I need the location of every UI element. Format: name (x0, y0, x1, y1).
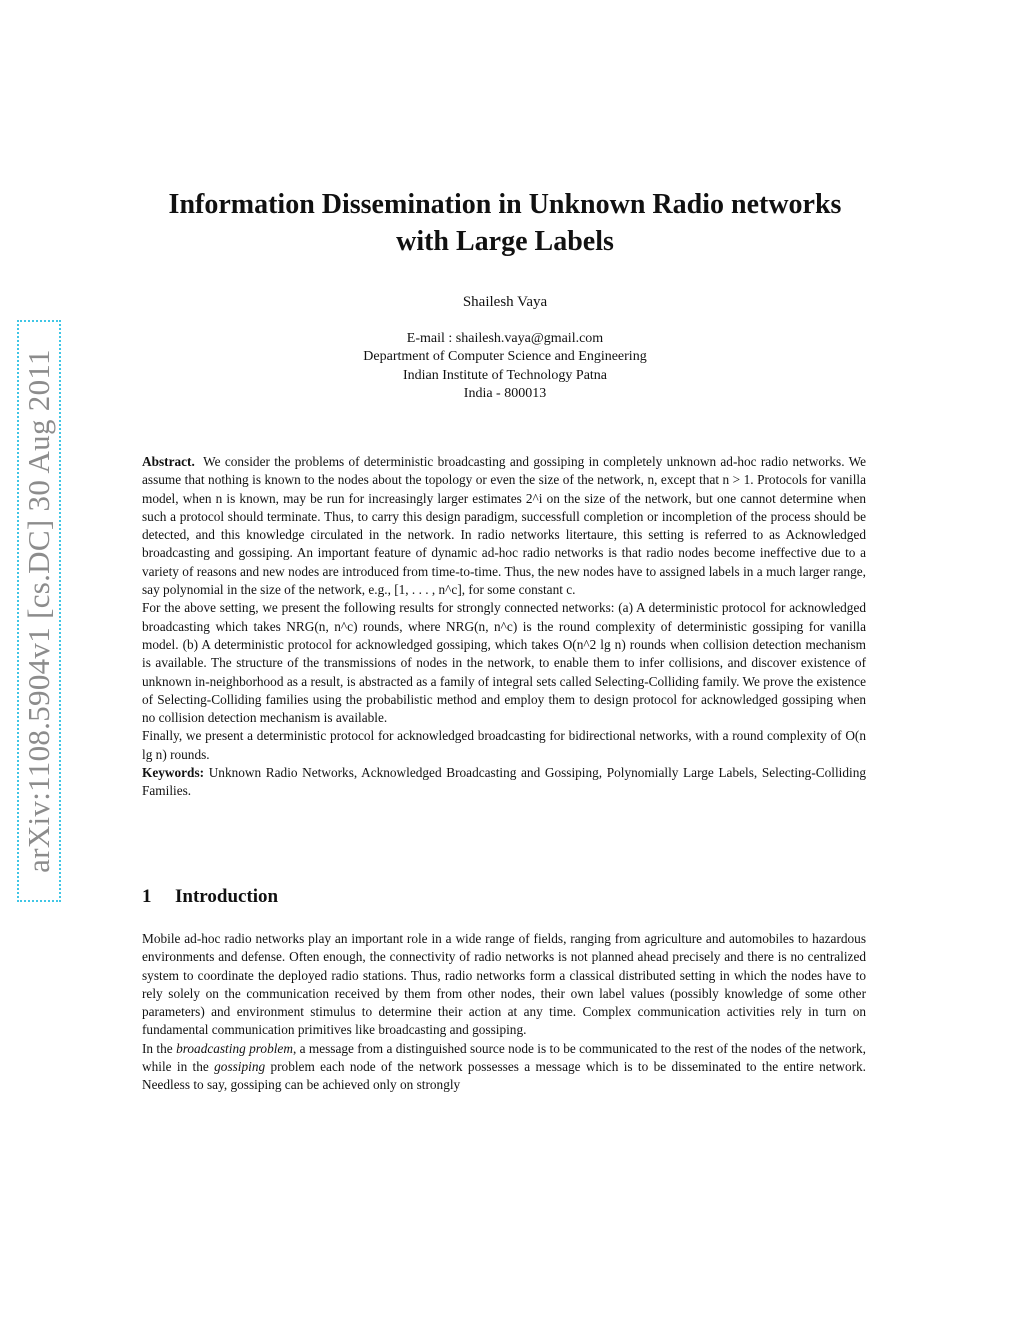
author-institute: Indian Institute of Technology Patna (402, 367, 608, 383)
intro-p2-emphasis-broadcasting: broadcasting problem (176, 1040, 293, 1056)
introduction-body (142, 930, 866, 1095)
keywords-text: Unknown Radio Networks, Acknowledged Broadcasting and Gossiping, Polynomially Large Labels, Selecting-Colliding Families. (142, 765, 866, 799)
intro-p2-text-c: problem each node of the network possesses a message which is to be disseminated to the entire network. Needless to say, gossiping can be achieved only on strongly (142, 1059, 866, 1093)
intro-p2-emphasis-gossiping: gossiping (214, 1059, 266, 1075)
intro-p2-text-b: , a message from a distinguished source node is to be communicated to the rest of the nodes of the network, while in the (142, 1040, 867, 1075)
author-location: India - 800013 (463, 385, 547, 401)
abstract-text-1: We consider the problems of deterministic broadcasting and gossiping in completely unknown ad-hoc radio networks. We assume that nothing is known to the nodes about the topology or even the size of the network, n, except that n > 1. Protocols for vanilla model, when n is known, may be run for increasingly larger estimates 2^i on the size of the network, but one cannot determine when such a protocol should terminate. Thus, to carry this design paradigm, successfull completion or incompletion of the process should be detected, and this knowledge circulated in the network. In radio networks litertaure, this setting is referred to as Acknowledged broadcasting and gossiping. An important feature of dynamic ad-hoc radio networks is that radio nodes become ineffective due to a variety of reasons and new nodes are introduced from time-to-time. Thus, the new nodes have to assigned labels in a much larger range, say polynomial in the size of the network, e.g., [1, . . . , n^c], for some constant c. (142, 454, 866, 598)
intro-paragraph-1: Mobile ad-hoc radio networks play an important role in a wide range of fields, ranging from agriculture and automobiles to hazardous environments and defense. Often enough, the connectivity of radio networks is not planned ahead precisely and there is no centralized system to coordinate the deployed radio stations. Thus, radio networks form a classical distributed setting in which the nodes have to rely solely on the communication received by them from other nodes, their own label values (possibly knowledge of some other parameters) and environment stimulus to determine their action at any time. Complex communication activities rely in turn on fundamental communication primitives like broadcasting and gossiping. (142, 931, 866, 1038)
abstract-label: Abstract. (142, 454, 195, 469)
author-affiliation (100, 330, 910, 403)
intro-paragraph-2 (142, 1040, 866, 1095)
title-line-2: with Large Labels (396, 226, 614, 257)
keywords-label: Keywords: (142, 765, 205, 781)
intro-p2-text-a: In the (142, 1040, 173, 1056)
abstract (142, 453, 866, 801)
keywords (142, 764, 866, 801)
abstract-paragraph-3: Finally, we present a deterministic protocol for acknowledged broadcasting for bidirectional networks, with a round complexity of O(n lg n) rounds. (142, 728, 866, 762)
arxiv-stamp-text: arXiv:1108.5904v1 [cs.DC] 30 Aug 2011 (21, 349, 56, 873)
author-department: Department of Computer Science and Engineering (363, 349, 647, 365)
section-title: Introduction (175, 886, 279, 907)
paper-title (100, 186, 910, 260)
abstract-paragraph-2: For the above setting, we present the following results for strongly connected networks: (a) A deterministic protocol for acknowledged broadcasting which takes NRG(n, n^c) rounds, where NRG(n, n^c) is the round complexity of deterministic gossiping for vanilla model. (b) A deterministic protocol for acknowledged gossiping, which takes O(n^2 lg n) rounds when collision detection mechanism is available. The structure of the transmissions of nodes in the network, to enable them to infer collisions, and discover existence of unknown in-neighborhood as a result, is abstracted as a family of integral sets called Selecting-Colliding family. We prove the existence of Selecting-Colliding families using the probabilistic method and employ them to design protocol for acknowledged gossiping when no collision detection mechanism is available. (142, 600, 866, 726)
abstract-paragraph-1 (142, 453, 866, 599)
section-number: 1 (142, 886, 152, 907)
section-heading (142, 886, 278, 908)
arxiv-stamp (17, 320, 61, 902)
title-line-1: Information Dissemination in Unknown Radio networks (168, 189, 842, 220)
author-email: E-mail : shailesh.vaya@gmail.com (406, 331, 604, 346)
author-name: Shailesh Vaya (462, 294, 548, 310)
